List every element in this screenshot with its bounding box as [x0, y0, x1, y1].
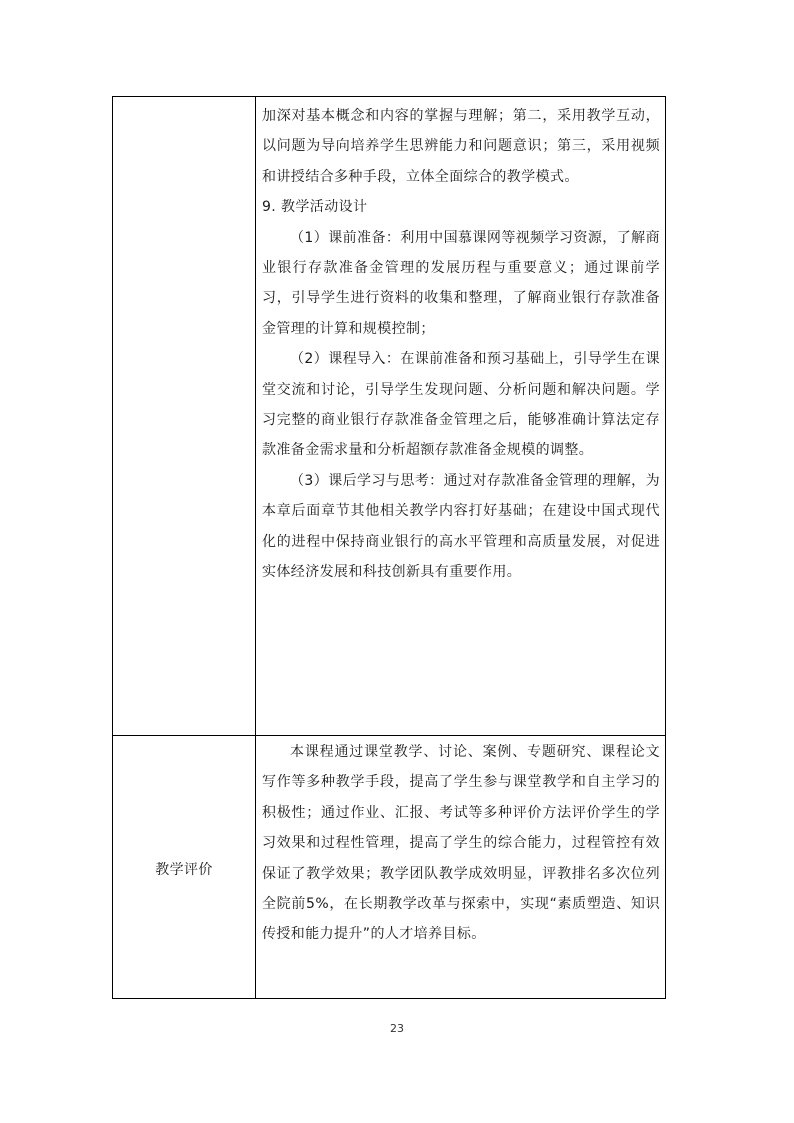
- evaluation-content: [262, 737, 660, 950]
- top-cell-content: [262, 101, 660, 588]
- section-heading: 9. 教学活动设计: [262, 199, 368, 216]
- activity-item-1: （1）课前准备：利用中国慕课网等视频学习资源，了解商业银行存款准备金管理的发展历程与重要意义；通过课前学习，引导学生进行资料的收集和整理，了解商业银行存款准备金管理的计算和规模控制；: [262, 229, 660, 337]
- page-number: 23: [390, 1022, 404, 1035]
- row-divider: [113, 735, 665, 736]
- evaluation-paragraph: 本课程通过课堂教学、讨论、案例、专题研究、课程论文写作等多种教学手段，提高了学生参与课堂教学和自主学习的积极性；通过作业、汇报、考试等多种评价方法评价学生的学习效果和过程性管理，提高了学生的综合能力，过程管控有效保证了教学效果；教学团队教学成效明显，评教排名多次位列全院前5%，在长期教学改革与探索中，实现“素质塑造、知识传授和能力提升”的人才培养目标。: [262, 744, 660, 943]
- activity-item-3: （3）课后学习与思考：通过对存款准备金管理的理解，为本章后面章节其他相关教学内容打好基础；在建设中国式现代化的进程中保持商业银行的高水平管理和高质量发展，对促进实体经济发展和科技创新具有重要作用。: [262, 472, 660, 581]
- evaluation-label: 教学评价: [155, 862, 213, 878]
- column-divider: [255, 97, 256, 998]
- content-table: [112, 96, 666, 999]
- activity-item-2: （2）课程导入：在课前准备和预习基础上，引导学生在课堂交流和讨论，引导学生发现问题、分析问题和解决问题。学习完整的商业银行存款准备金管理之后，能够准确计算法定存款准备金需求量和分析超额存款准备金规模的调整。: [262, 351, 660, 459]
- intro-paragraph: 加深对基本概念和内容的掌握与理解；第二，采用教学互动，以问题为导向培养学生思辨能力和问题意识；第三，采用视频和讲授结合多种手段，立体全面综合的教学模式。: [262, 108, 660, 185]
